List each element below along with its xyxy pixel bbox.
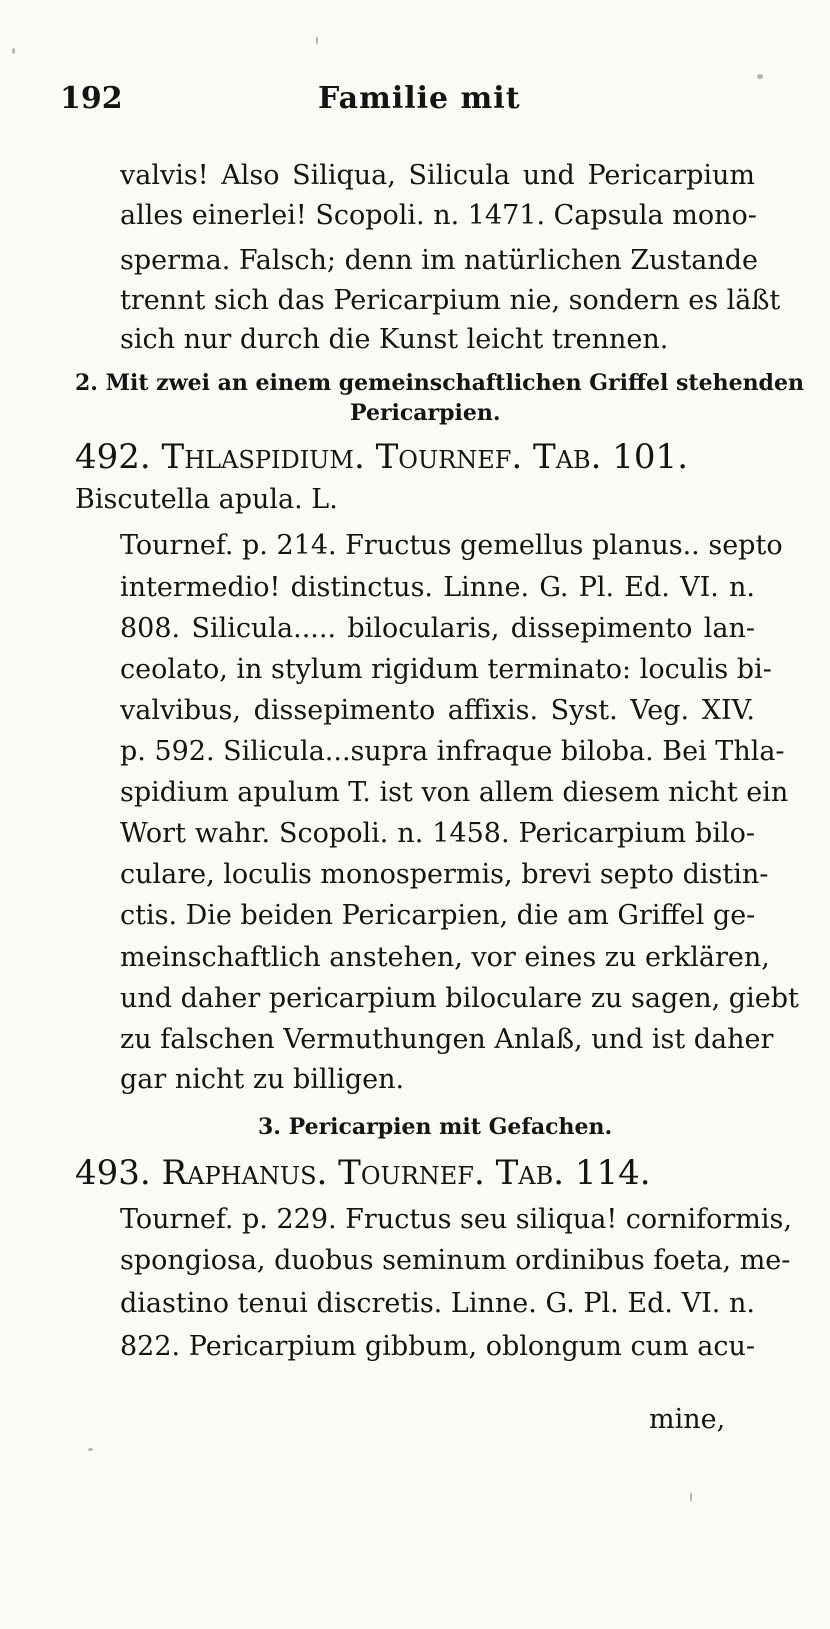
- text-line: Tournef. p. 214. Fructus gemellus planus.. septo: [120, 530, 783, 561]
- section-heading: 2. Mit zwei an einem gemeinschaftlichen Griffel stehenden: [75, 370, 804, 396]
- text-line: zu falschen Vermuthungen Anlaß, und ist daher: [120, 1024, 774, 1055]
- text-line: diastino tenui discretis. Linne. G. Pl. Ed. VI. n.: [120, 1288, 755, 1319]
- paper-speck: [757, 74, 763, 79]
- text-line: alles einerlei! Scopoli. n. 1471. Capsula mono-: [120, 200, 757, 231]
- text-line: sperma. Falsch; denn im natürlichen Zustande: [120, 245, 758, 276]
- text-line: sich nur durch die Kunst leicht trennen.: [120, 324, 669, 355]
- paper-speck: [316, 36, 318, 45]
- text-line: trennt sich das Pericarpium nie, sondern es läßt: [120, 285, 781, 316]
- text-line: culare, loculis monospermis, brevi septo distin-: [120, 859, 769, 890]
- text-line: Wort wahr. Scopoli. n. 1458. Pericarpium bilo-: [120, 818, 755, 849]
- text-line: p. 592. Silicula...supra infraque biloba. Bei Thla-: [120, 736, 785, 767]
- text-line: ctis. Die beiden Pericarpien, die am Griffel ge-: [120, 900, 756, 931]
- running-title: Familie mit: [318, 81, 521, 116]
- text-line: spongiosa, duobus seminum ordinibus foeta, me-: [120, 1245, 791, 1276]
- text-line: spidium apulum T. ist von allem diesem nicht ein: [120, 777, 789, 808]
- text-line: valvis! Also Siliqua, Silicula und Pericarpium: [120, 160, 755, 191]
- text-line: 822. Pericarpium gibbum, oblongum cum acu-: [120, 1331, 755, 1362]
- text-line: Tournef. p. 229. Fructus seu siliqua! corniformis,: [120, 1204, 792, 1235]
- text-line: valvibus, dissepimento affixis. Syst. Veg. XIV.: [120, 695, 755, 726]
- text-line: und daher pericarpium biloculare zu sagen, giebt: [120, 983, 799, 1014]
- text-line: 808. Silicula..... bilocularis, dissepimento lan-: [120, 613, 755, 644]
- section-heading: 3. Pericarpien mit Gefachen.: [258, 1114, 613, 1140]
- paper-speck: [12, 48, 15, 54]
- section-heading: Pericarpien.: [350, 400, 501, 426]
- text-line: Biscutella apula. L.: [75, 484, 338, 515]
- page-number: 192: [60, 81, 123, 116]
- paper-speck: [88, 1448, 93, 1451]
- text-line: ceolato, in stylum rigidum terminato: loculis bi-: [120, 654, 772, 685]
- catchword: mine,: [649, 1404, 726, 1435]
- paper-speck: [690, 1492, 692, 1502]
- text-line: gar nicht zu billigen.: [120, 1064, 405, 1095]
- genus-heading: 493. Raphanus. Tournef. Tab. 114.: [75, 1153, 651, 1193]
- text-line: intermedio! distinctus. Linne. G. Pl. Ed. VI. n.: [120, 572, 755, 603]
- genus-heading: 492. Thlaspidium. Tournef. Tab. 101.: [75, 437, 688, 477]
- text-line: meinschaftlich anstehen, vor eines zu erklären,: [120, 942, 770, 973]
